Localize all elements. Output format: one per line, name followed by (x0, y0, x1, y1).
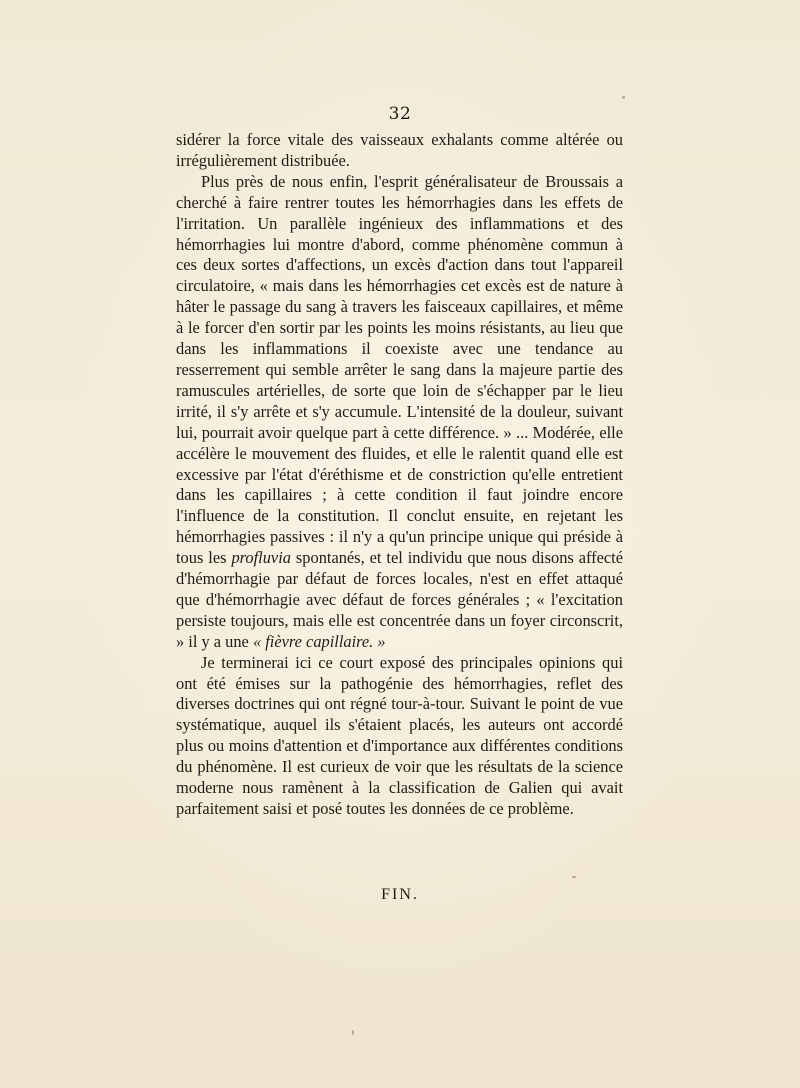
page-number: 32 (388, 104, 412, 124)
paper-speck (352, 1030, 354, 1035)
body-text (176, 130, 623, 820)
end-mark: FIN. (381, 886, 419, 903)
paragraph-broussais-part-1: Plus près de nous enfin, l'esprit généralisateur de Broussais a cherché à faire rentrer toutes les hémorrhagies dans les effets de l'irritation. Un parallèle ingénieux des inflammations et des hémorrhagies lui montre d'abord, comme phénomène commun à ces deux sortes d'affections, un excès d'action dans tout l'appareil circulatoire, « mais dans les hémorrhagies cet excès est de nature à hâter le passage du sang à travers les faisceaux capillaires, et même à le forcer d'en sortir par les points les moins résistants, au lieu que dans les inflammations il coexiste avec une tendance au resserrement qui semble arrêter le sang dans la majeure partie des ramuscules artérielles, de sorte que loin de s'échapper par le lieu irrité, il s'y arrête et s'y accumule. L'intensité de la douleur, suivant lui, pourrait avoir quelque part à cette différence. » ... Modérée, elle accélère le mouvement des fluides, et elle le ralentit quand elle est excessive par l'état d'éréthisme et de constriction qu'elle entretient dans les capillaires ; à cette condition il faut joindre encore l'influence de la constitution. Il conclut ensuite, en rejetant les hémorrhagies passives : il n'y a qu'un principe unique qui préside à tous les (176, 171, 623, 568)
paragraph-broussais (176, 172, 623, 653)
paper-speck (622, 96, 625, 99)
paragraph-conclusion: Je terminerai ici ce court exposé des principales opinions qui ont été émises sur la pathogénie des hémorrhagies, reflet des diverses doctrines qui ont régné tour-à-tour. Suivant le point de vue systématique, auquel ils s'étaient placés, les auteurs ont accordé plus ou moins d'attention et d'importance aux différentes conditions du phénomène. Il est curieux de voir que les résultats de la science moderne nous ramènent à la classification de Galien qui avait parfaitement saisi et posé toutes les données de ce problème. (176, 652, 623, 818)
italic-profluvia: profluvia (231, 548, 291, 568)
paragraph-continuation: sidérer la force vitale des vaisseaux exhalants comme altérée ou irrégulièrement distribuée. (176, 130, 623, 170)
italic-fievre-capillaire: « fièvre capillaire. » (252, 631, 386, 651)
paragraph-broussais-part-2: spontanés, et tel individu que nous disons affecté d'hémorrhagie par défaut de forces locales, n'est en effet attaqué que d'hémorrhagie avec défaut de forces générales ; « l'excitation persiste toujours, mais elle est concentrée dans un foyer circonscrit, » il y a une (176, 548, 623, 651)
paper-speck (572, 876, 576, 878)
